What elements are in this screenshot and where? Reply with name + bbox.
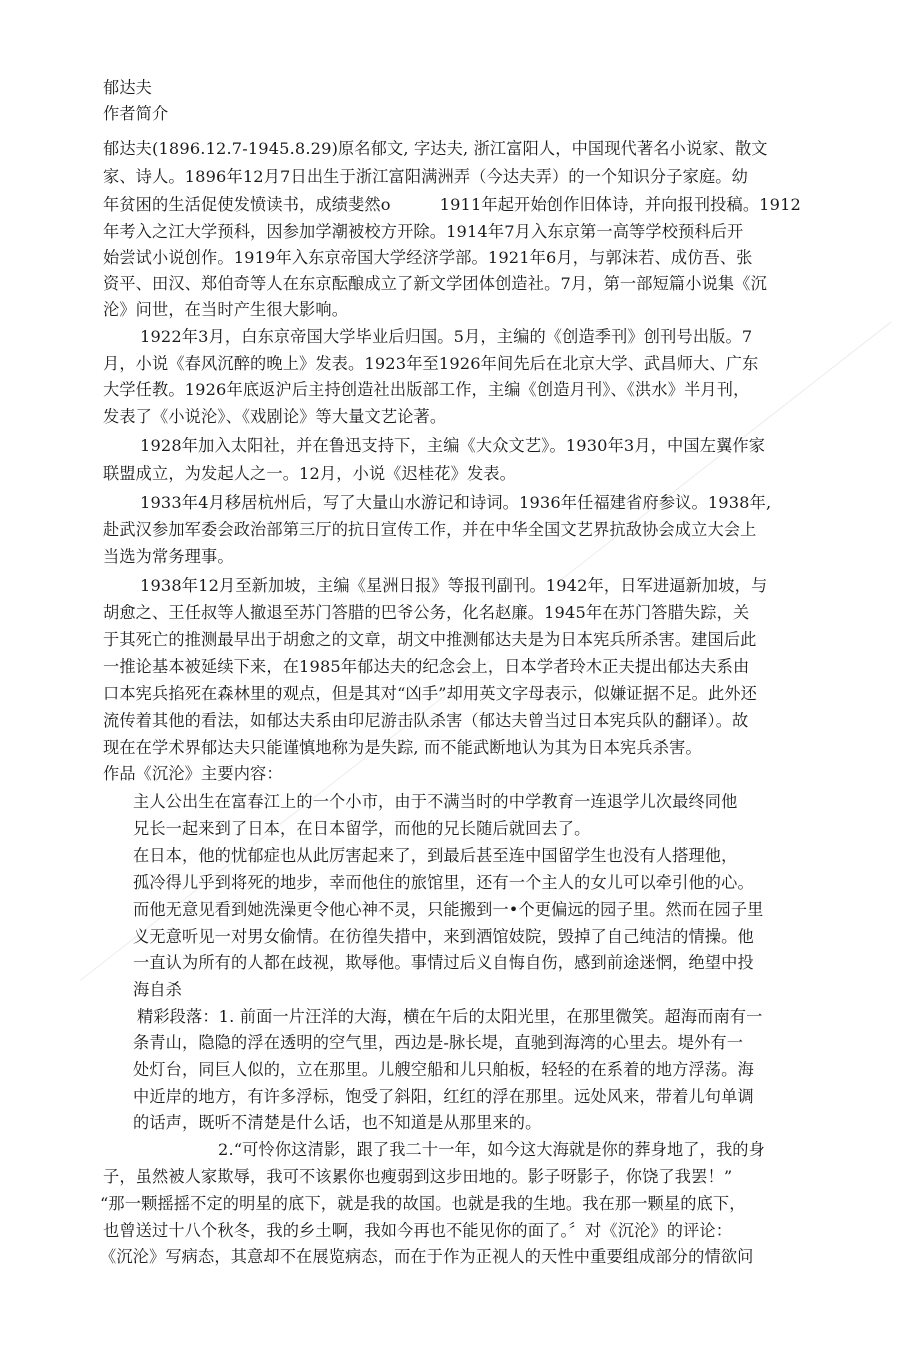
text-line: 沦》问世，在当时产生很大影响。: [103, 300, 349, 319]
text-line: 现在在学术界郁达夫只能谨慎地称为是失踪, 而不能武断地认为其为日本宪兵杀害。: [103, 738, 702, 757]
text-line: 郁达夫(1896.12.7-1945.8.29)原名郁文, 字达夫, 浙江富阳人，中国现代著名小说家、散文: [103, 139, 768, 158]
text-line: 始尝试小说创作。1919年入东京帝国大学经济学部。1921年6月，与郭沫若、成仿吾、张: [103, 248, 753, 267]
section-heading: 作者简介: [103, 104, 169, 123]
text-line: 义无意听见一对男女偷情。在彷徨失措中，来到酒馆妓院，毁掉了自己纯洁的情操。他: [133, 927, 754, 946]
text-line: “那一颗摇摇不定的明星的底下，就是我的故国。也就是我的生地。我在那一颗星的底下，: [100, 1194, 746, 1213]
text-line: 一直认为所有的人都在歧视，欺辱他。事情过后义自悔自伤，感到前途迷惘，绝望中投: [133, 953, 754, 972]
text-line: 当选为常务理事。: [103, 547, 234, 566]
text-line: 而他无意见看到她洗澡更令他心神不灵，只能搬到一•个更偏远的园子里。然而在园子里: [133, 900, 764, 919]
document-title: 郁达夫: [103, 78, 153, 97]
text-line: 处灯台，同巨人似的，立在那里。儿艘空船和儿只舶板，轻轻的在系着的地方浮荡。海: [133, 1060, 754, 1079]
text-line: 赴武汉参加军委会政治部第三厅的抗日宣传工作，并在中华全国文艺界抗敌协会成立大会上: [103, 520, 757, 539]
text-line: 1938年12月至新加坡，主编《星洲日报》等报刊副刊。1942年，日军进逼新加坡，与: [140, 576, 768, 595]
text-line: 中近岸的地方，有许多浮标，饱受了斜阳，红红的浮在那里。远处风来，带着儿句单调: [133, 1087, 754, 1106]
text-line: 海自杀: [133, 980, 183, 999]
text-line: 联盟成立，为发起人之一。12月，小说《迟桂花》发表。: [103, 464, 516, 483]
text-line: 口本宪兵掐死在森林里的观点，但是其对“凶手”却用英文字母表示，似嫌证据不足。此外还: [103, 684, 758, 703]
text-line: 1928年加入太阳社，并在鲁迅支持下，主编《大众文艺》。1930年3月，中国左翼作家: [140, 436, 766, 455]
text-line: 孤冷得儿乎到将死的地步，幸而他住的旅馆里，还有一个主人的女儿可以牵引他的心。: [133, 873, 754, 892]
text-line: 的话声，既听不清楚是什么话，也不知道是从那里来的。: [133, 1113, 542, 1132]
text-line: 条青山，隐隐的浮在透明的空气里，西边是-脉长堤，直驰到海湾的心里去。堤外有一: [133, 1033, 744, 1052]
text-line: 月，小说《春风沉醉的晚上》发表。1923年至1926年间先后在北京大学、武昌师大、广东: [103, 354, 759, 373]
text-line: 资平、田汉、郑伯奇等人在东京酝酿成立了新文学团体创造社。7月，第一部短篇小说集《沉: [103, 274, 767, 293]
text-line: 于其死亡的推测最早出于胡愈之的文章，胡文中推测郁达夫是为日本宪兵所杀害。建国后此: [103, 630, 757, 649]
text-line: 在日本，他的忧郁症也从此厉害起来了，到最后甚至连中国留学生也没有人搭理他，: [133, 846, 738, 865]
text-line: 一推论基本被延续下来，在1985年郁达夫的纪念会上，日本学者玲木正夫提出郁达夫系由: [103, 657, 750, 676]
text-line: 精彩段落：1. 前面一片汪洋的大海，横在午后的太阳光里，在那里微笑。超海而南有一: [137, 1007, 763, 1026]
text-line: 2.“可怜你这清影，跟了我二十一年，如今这大海就是你的葬身地了，我的身: [218, 1140, 765, 1159]
text-line: 流传着其他的看法，如郁达夫系由印尼游击队杀害（郁达夫曾当过日本宪兵队的翻译）。故: [103, 711, 749, 730]
text-line: 子，虽然被人家欺辱，我可不该累你也瘦弱到这步田地的。影子呀影子，你饶了我罢！”: [103, 1167, 733, 1186]
text-line: 大学任教。1926年底返沪后主持创造社出版部工作，主编《创造月刊》、《洪水》半月刊，: [103, 380, 750, 399]
text-line: 兄长一起来到了日本，在日本留学，而他的兄长随后就回去了。: [133, 819, 591, 838]
text-line: 主人公出生在富春江上的一个小市，由于不满当时的中学教育一连退学儿次最终同他: [133, 792, 738, 811]
text-line: 年考入之江大学预科，因参加学潮被校方开除。1914年7月入东京第一高等学校预科后开: [103, 222, 744, 241]
text-line: 发表了《小说沦》、《戏剧论》等大量文艺论著。: [103, 407, 447, 426]
text-line: 也曾送过十八个秋冬，我的乡土啊，我如今再也不能见你的面了。〞对《沉沦》的评论：: [103, 1221, 733, 1240]
text-line: 1933年4月移居杭州后，写了大量山水游记和诗词。1936年任福建省府参议。1938年,: [140, 493, 772, 512]
text-line: 1922年3月，白东京帝国大学毕业后归国。5月，主编的《创造季刊》创刊号出版。7: [140, 327, 753, 346]
text-line: 年贫困的生活促使发愤读书，成绩斐然o 1911年起开始创作旧体诗，并向报刊投稿。1912: [103, 195, 801, 214]
text-line: 家、诗人。1896年12月7日出生于浙江富阳满洲弄（今达夫弄）的一个知识分子家庭。幼: [103, 167, 748, 186]
text-line: 作品《沉沦》主要内容：: [103, 764, 283, 783]
text-line: 《沉沦》写病态，其意却不在展览病态，而在于作为正视人的天性中重要组成部分的情欲问: [100, 1247, 754, 1266]
text-line: 胡愈之、王任叔等人撤退至苏门答腊的巴爷公务，化名赵廉。1945年在苏门答腊失踪，关: [103, 603, 750, 622]
